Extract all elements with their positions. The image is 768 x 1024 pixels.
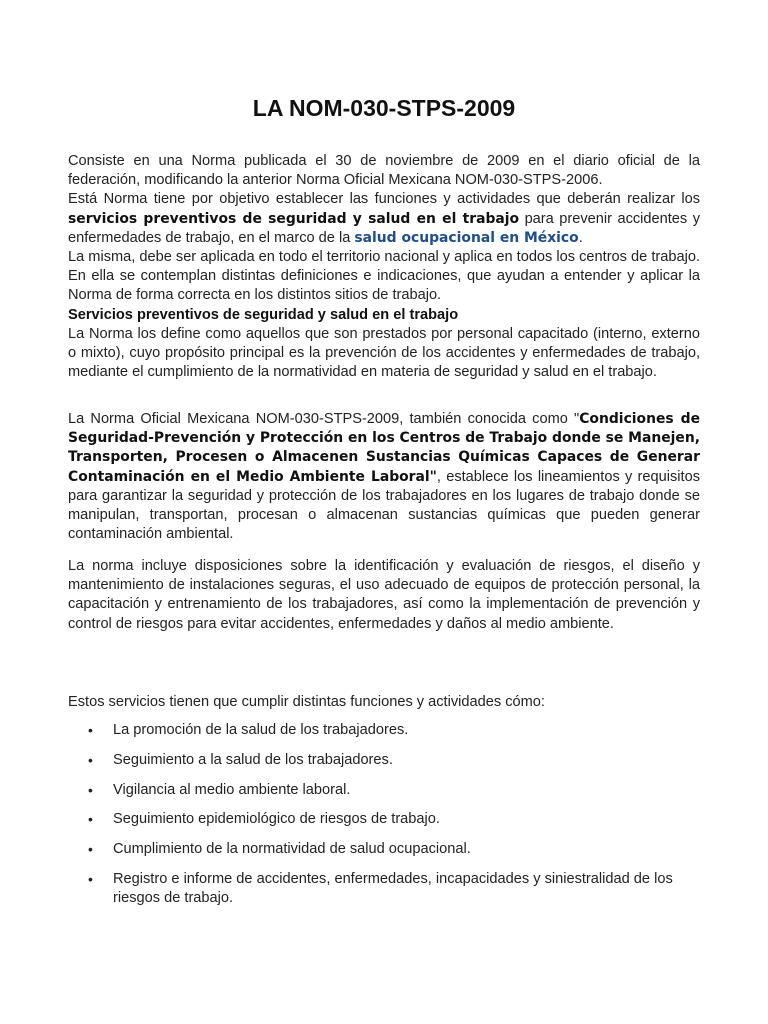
functions-list <box>68 721 700 919</box>
list-item-text: La promoción de la salud de los trabajadores. <box>113 722 409 738</box>
bullet-icon: • <box>88 722 93 738</box>
bullet-icon: • <box>88 811 93 828</box>
page-title: LA NOM-030-STPS-2009 <box>252 95 516 121</box>
intro-paragraph-2 <box>68 190 700 248</box>
list-item-text: Seguimiento epidemiológico de riesgos de trabajo. <box>113 811 440 828</box>
intro-text-a: Está Norma tiene por objetivo establecer las funciones y actividades que deberán realizar los <box>68 191 700 208</box>
intro-paragraph-3: La misma, debe ser aplicada en todo el territorio nacional y aplica en todos los centros de trabajo. En ella se contemplan distintas definiciones e indicaciones, que ayudan a entender y aplicar la Norma de forma correcta en los distintos sitios de trabajo. <box>68 249 700 304</box>
intro-bold-term: servicios preventivos de seguridad y salud en el trabajo <box>68 210 520 227</box>
salud-ocupacional-link[interactable]: salud ocupacional en México <box>354 229 579 246</box>
list-item <box>68 810 700 829</box>
list-item-text: Seguimiento a la salud de los trabajadores. <box>113 751 393 768</box>
bullet-icon: • <box>88 841 93 858</box>
nom-text-b: , establece los lineamientos y requisitos para garantizar la seguridad y protección de los trabajadores en los lugares de trabajo donde se manipulan, transportan, procesan o almacenan sustancias químicas que pueden generar contaminación ambiental. <box>68 468 700 543</box>
list-item-text: Registro e informe de accidentes, enfermedades, incapacidades y siniestralidad de los riesgos de trabajo. <box>113 870 673 907</box>
list-item <box>68 781 700 800</box>
section-heading: Servicios preventivos de seguridad y salud en el trabajo <box>68 306 459 323</box>
list-item-text: Vigilancia al medio ambiente laboral. <box>113 781 351 798</box>
bullet-icon: • <box>88 870 93 887</box>
list-item <box>68 721 700 740</box>
intro-block <box>68 152 700 325</box>
nom-description-paragraph <box>68 410 700 544</box>
intro-text-b: para prevenir accidentes y enfermedades de trabajo, en el marco de la <box>68 210 700 246</box>
intro-paragraph-1: Consiste en una Norma publicada el 30 de noviembre de 2009 en el diario oficial de la federación, modificando la anterior Norma Oficial Mexicana NOM-030-STPS-2006. <box>68 153 700 189</box>
provisions-paragraph: La norma incluye disposiciones sobre la identificación y evaluación de riesgos, el diseño y mantenimiento de instalaciones seguras, el uso adecuado de equipos de protección personal, la capacitación y entrenamiento de los trabajadores, así como la implementación de prevención y control de riesgos para evitar accidentes, enfermedades y daños al medio ambiente. <box>68 558 700 632</box>
functions-intro: Estos servicios tienen que cumplir distintas funciones y actividades cómo: <box>68 694 545 710</box>
nom-text-a: La Norma Oficial Mexicana NOM-030-STPS-2009, también conocida como " <box>68 411 580 427</box>
list-item-text: Cumplimiento de la normatividad de salud ocupacional. <box>113 841 471 858</box>
intro-text-c: . <box>578 229 583 246</box>
definition-paragraph: La Norma los define como aquellos que son prestados por personal capacitado (interno, externo o mixto), cuyo propósito principal es la prevención de los accidentes y enfermedades de trabajo, mediante el cumplimiento de la normatividad en materia de seguridad y salud en el trabajo. <box>68 326 700 381</box>
list-item <box>68 840 700 859</box>
nom-bold-title: Condiciones de Seguridad-Prevención y Protección en los Centros de Trabajo donde se Manejen, Transporten, Procesen o Almacenen Sustancias Químicas Capaces de Generar Contaminación en el Medio Ambiente Laboral" <box>68 411 700 485</box>
list-item <box>68 751 700 770</box>
list-item <box>68 870 700 908</box>
bullet-icon: • <box>88 751 93 768</box>
bullet-icon: • <box>88 781 93 798</box>
